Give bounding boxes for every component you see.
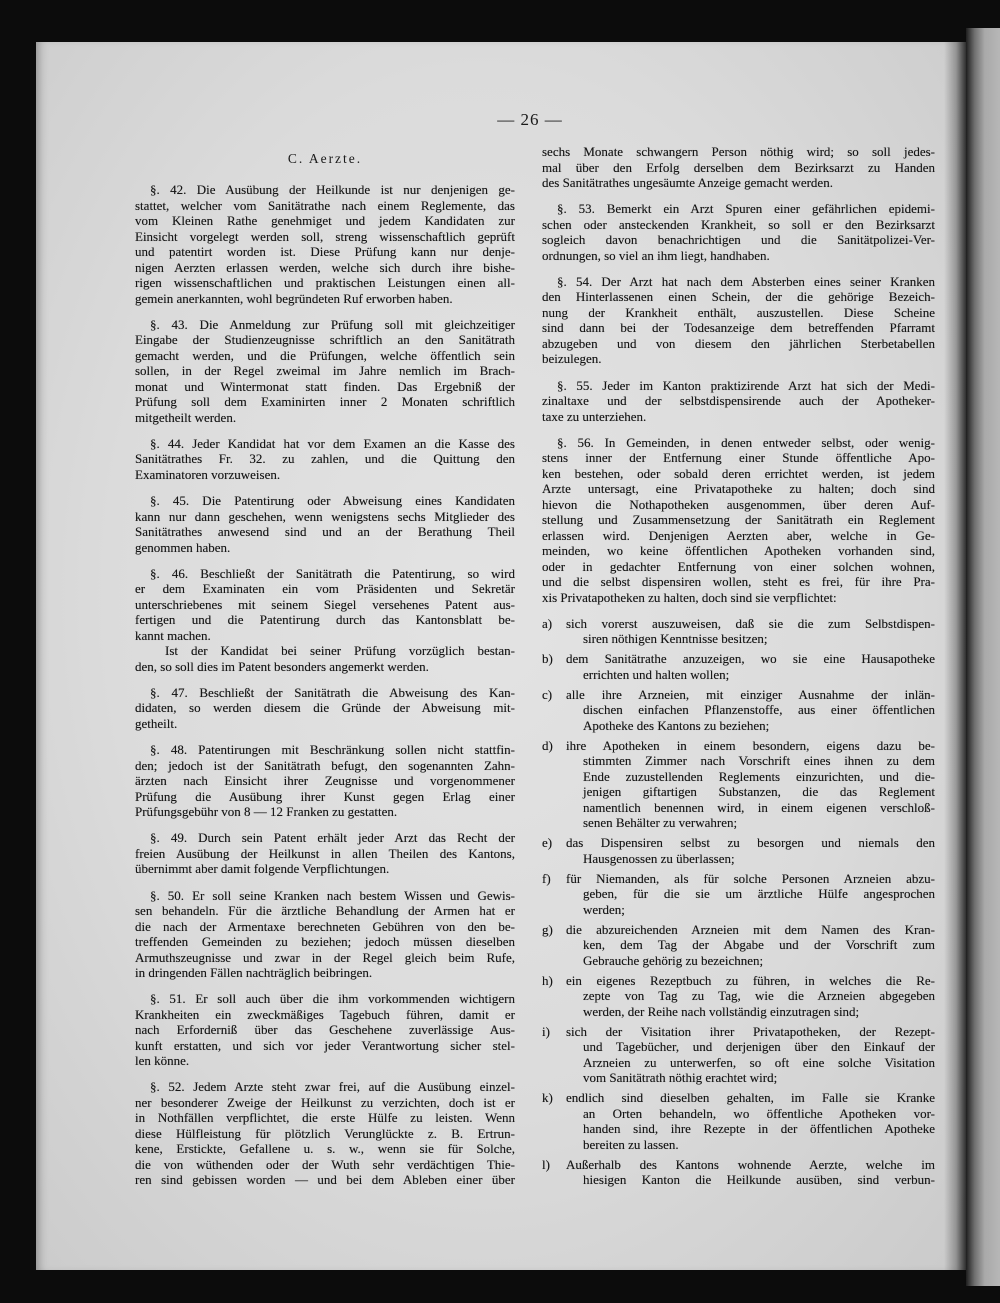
text-line xyxy=(542,871,935,887)
text-line: nigen Aerzten erlassen werden, welche sich durch ihre bishe- xyxy=(135,259,515,275)
list-item-text: endlich sind dieselben gehalten, im Falle sie Kranke xyxy=(566,1090,935,1106)
text-line: len könne. xyxy=(135,1053,190,1069)
text-line: diese Hülfleistung für plötzlich Verunglückte z. B. Ertrun- xyxy=(135,1125,515,1141)
text-line xyxy=(542,651,935,667)
text-line: abzugeben und von diesem den jährlichen Sterbetabellen xyxy=(542,335,935,351)
text-line: Prüfungsgebühr von 8 — 12 Franken zu gestatten. xyxy=(135,804,398,820)
text-line: Ende zuzustellenden Reglements einzurichten, und die- xyxy=(583,768,935,784)
paragraph xyxy=(542,274,935,367)
text-line: stimmten Zimmer nach Vorschrift eines ihnen zu dem xyxy=(583,753,935,769)
text-line xyxy=(542,616,935,632)
text-line: Arzte untersagt, eine Privatapotheke zu halten; doch sind xyxy=(542,481,935,497)
text-line: und die selbst dispensiren wollen, steht es frei, für ihre Pra- xyxy=(542,574,935,590)
text-line: kann nur dann geschehen, wenn wenigstens sechs Mitglieder des xyxy=(135,508,515,524)
text-line: schen oder ansteckenden Krankheit, so soll er den Bezirksarzt xyxy=(542,216,935,232)
text-line: Gebrauche gehörig zu bezeichnen; xyxy=(583,952,764,968)
paragraph xyxy=(135,1079,515,1188)
adjacent-page-edge xyxy=(966,28,1000,1286)
text-line: zinaltaxe und der selbstdispensirende auch der Apotheker- xyxy=(542,393,935,409)
list-item xyxy=(542,616,935,647)
list-item-label: i) xyxy=(542,1023,550,1039)
text-line: werden, der Reihe nach vollständig einzutragen sind; xyxy=(583,1003,860,1019)
text-line: ärzten nach Einsicht ihrer Zeugnisse und vorgenommener xyxy=(135,773,515,789)
paragraph xyxy=(135,742,515,820)
text-line: kunft erstatten, und sich vor jeder Verantwortung sicher stel- xyxy=(135,1037,515,1053)
paragraph xyxy=(135,643,515,674)
page-gutter-shadow xyxy=(944,42,966,1270)
text-line: vom Sanitätrath nöthig erachtet wird; xyxy=(583,1070,778,1086)
text-line: stattet, welcher vom Sanitätrathe nach einem Reglemente, das xyxy=(135,197,515,213)
paragraph xyxy=(135,830,515,877)
text-line: Hausgenossen zu überlassen; xyxy=(583,850,735,866)
text-line: ner besonderer Zweige der Heilkunst zu verzichten, doch ist er xyxy=(135,1094,515,1110)
list-item-text: für Niemanden, als für solche Personen Arzneien abzu- xyxy=(566,870,935,886)
text-line: §. 53. Bemerkt ein Arzt Spuren einer gefährlichen epidemi- xyxy=(557,201,935,217)
text-line: fertigen und die Patentirung durch das Kantonsblatt be- xyxy=(135,612,515,628)
text-line: Sanitätrathes anwesend sind und an der Berathung Theil xyxy=(135,524,515,540)
text-line: monat und Wintermonat statt finden. Das Ergebniß der xyxy=(135,378,515,394)
text-line: §. 52. Jedem Arzte steht zwar frei, auf die Ausübung einzel- xyxy=(150,1079,515,1095)
paragraph xyxy=(135,182,515,306)
text-line: didaten, so werden diesem die Gründe der Abweisung mit- xyxy=(135,700,515,716)
paragraph xyxy=(542,378,935,425)
text-line: §. 44. Jeder Kandidat hat vor dem Examen an die Kasse des xyxy=(150,435,515,451)
text-line: Einsicht vorgelegt werden soll, streng wissenschaftlich geprüft xyxy=(135,228,515,244)
list-item-label: c) xyxy=(542,686,553,702)
text-line xyxy=(542,1090,935,1106)
list-item xyxy=(542,738,935,831)
list-item-text: sich vorerst auszuweisen, daß sie die zum Selbstdispen- xyxy=(566,615,935,631)
text-line: mitgetheilt werden. xyxy=(135,409,237,425)
text-line: beizulegen. xyxy=(542,351,602,367)
text-line: sollen, in der Regel zweimal im Jahre nemlich im Brach- xyxy=(135,363,515,379)
paragraph xyxy=(135,685,515,732)
text-line: §. 42. Die Ausübung der Heilkunde ist nur denjenigen ge- xyxy=(150,182,515,197)
text-line xyxy=(542,738,935,754)
list-item xyxy=(542,922,935,969)
text-line xyxy=(542,1024,935,1040)
text-line: §. 43. Die Anmeldung zur Prüfung soll mit gleichzeitiger xyxy=(150,316,515,332)
list-item-label: b) xyxy=(542,651,553,667)
list-item xyxy=(542,1024,935,1086)
text-line: Krankheiten ein zweckmäßiges Tagebuch führen, damit er xyxy=(135,1006,515,1022)
text-line: getheilt. xyxy=(135,715,178,731)
text-line: Ist der Kandidat bei seiner Prüfung vorzüglich bestan- xyxy=(165,643,515,659)
text-line: des Sanitätrathes ungesäumte Anzeige gemacht werden. xyxy=(542,175,833,190)
text-line: treffenden Gemeinden zu beziehen; jedoch müssen dieselben xyxy=(135,934,515,949)
text-line: Sanitätrathes Fr. 32. zu zahlen, und die Quittung den xyxy=(135,451,515,467)
paragraph xyxy=(542,144,935,191)
text-line: den, so soll dies im Patent besonders angemerkt werden. xyxy=(135,658,429,674)
text-line: Armuthszeugnisse und zwar in der Regel gleich beim Rufe, xyxy=(135,949,515,965)
paragraph xyxy=(542,201,935,263)
text-line xyxy=(542,835,935,851)
text-line: xis Privatapotheken zu halten, doch sind sie verpflichtet: xyxy=(542,589,837,605)
text-line xyxy=(542,973,935,989)
text-line: vom Kleinen Rathe genehmiget und jedem Kandidaten zur xyxy=(135,213,515,228)
list-item-text: die abzureichenden Arzneien mit dem Namen des Kran- xyxy=(566,921,935,937)
text-line: Examinatoren vorzuweisen. xyxy=(135,466,281,482)
right-column xyxy=(542,144,935,1192)
list-item xyxy=(542,1090,935,1152)
text-line: §. 48. Patentirungen mit Beschränkung sollen nicht stattfin- xyxy=(150,742,515,758)
list-item-label: l) xyxy=(542,1156,550,1172)
text-line xyxy=(542,1157,935,1173)
text-line: geben, für die sie um ärztliche Hülfe angesprochen xyxy=(583,886,935,902)
paragraph xyxy=(135,888,515,981)
list-item xyxy=(542,871,935,918)
paragraph xyxy=(542,435,935,606)
text-line: §. 45. Die Patentirung oder Abweisung eines Kandidaten xyxy=(150,493,515,509)
list-item-label: d) xyxy=(542,737,553,753)
text-line: an Orten behandeln, wo öffentliche Apotheken vor- xyxy=(583,1105,935,1121)
paragraph xyxy=(135,493,515,555)
paragraph xyxy=(135,566,515,644)
paragraph xyxy=(135,317,515,426)
text-line: namentlich benennen wird, in einem eigenen verschloß- xyxy=(583,799,935,815)
text-line: übernimmt aber damit folgende Verpflichtungen. xyxy=(135,861,390,877)
text-line: erlassen wird. Denjenigen Aerzten aber, welche in Ge- xyxy=(542,527,935,543)
text-line: §. 55. Jeder im Kanton praktizirende Arzt hat sich der Medi- xyxy=(557,377,935,393)
text-line: Apotheke des Kantons zu beziehen; xyxy=(583,717,770,733)
section-title: C. Aerzte. xyxy=(287,151,363,166)
text-line: dischen einfachen Pflanzenstoffe, aus einer öffentlichen xyxy=(583,702,935,718)
list-item-label: e) xyxy=(542,835,553,851)
page-number: — 26 — xyxy=(497,110,563,129)
text-line: sechs Monate schwangern Person nöthig wird; so soll jedes- xyxy=(542,144,935,159)
text-line xyxy=(542,687,935,703)
text-line: genommen haben. xyxy=(135,539,231,555)
text-line: §. 49. Durch sein Patent erhält jeder Arzt das Recht der xyxy=(150,830,515,846)
text-line: senen Behälter zu verwahren; xyxy=(583,815,738,831)
text-line: in dringenden Fällen nachträglich beibringen. xyxy=(135,965,373,980)
text-line: §. 54. Der Arzt hat nach dem Absterben eines seiner Kranken xyxy=(557,273,935,289)
text-line: nung der Krankheit enthält, auszustellen. Diese Scheine xyxy=(542,304,935,320)
text-line: Eingabe der Studienzeugnisse schriftlich an den Sanitätrath xyxy=(135,332,515,348)
text-line: meinden, wo keine öffentlichen Apotheken vorhanden sind, xyxy=(542,543,935,559)
list-item xyxy=(542,1157,935,1188)
text-line: den Hinterlassenen einen Schein, der die gehörige Bezeich- xyxy=(542,289,935,305)
text-line: Arzneien zu unterwerfen, so oft eine solche Visitation xyxy=(583,1054,935,1070)
text-line xyxy=(542,922,935,938)
text-line: die von wüthenden oder der Wuth sehr verdächtigen Thie- xyxy=(135,1156,515,1172)
text-line: gemacht werden, und die Prüfungen, welche öffentlich sein xyxy=(135,347,515,363)
text-line: kene, Erstickte, Gefallene u. s. w., wenn sie für Solche, xyxy=(135,1141,515,1157)
list-item-text: Außerhalb des Kantons wohnende Aerzte, welche im xyxy=(566,1156,935,1172)
paragraph xyxy=(135,991,515,1069)
text-line: gemein anerkannten, wohl begründeten Ruf erworben haben. xyxy=(135,290,453,306)
list-item-label: a) xyxy=(542,615,553,631)
text-line: ken, dem Tag der Abgabe und der Vorschrift zum xyxy=(583,937,935,953)
text-line: taxe zu unterziehen. xyxy=(542,408,647,424)
list-item-text: alle ihre Arzneien, mit einziger Ausnahme der inlän- xyxy=(566,686,935,702)
list-item-text: ihre Apotheken in einem besondern, eigens dazu be- xyxy=(566,737,935,753)
list-item-label: f) xyxy=(542,870,551,886)
text-line: unterschriebenes mit seinem Siegel versehenes Patent aus- xyxy=(135,596,515,612)
text-line: sogleich davon benachrichtigen und die Sanitätpolizei-Ver- xyxy=(542,232,935,248)
text-line: siren nöthigen Kenntnisse besitzen; xyxy=(583,631,768,647)
text-line: und patentirt worden ist. Diese Prüfung kann nur denje- xyxy=(135,244,515,259)
text-line: mal über den Erfolg derselben dem Bezirksarzt zu Handen xyxy=(542,159,935,175)
text-line: hievon die Nothapotheken ausgenommen, über deren Auf- xyxy=(542,496,935,512)
list-item-text: ein eigenes Rezeptbuch zu führen, in welches die Re- xyxy=(566,972,935,988)
text-line: errichten und halten wollen; xyxy=(583,666,730,682)
paragraph xyxy=(135,436,515,483)
list-item-label: g) xyxy=(542,921,553,937)
text-line: §. 56. In Gemeinden, in denen entweder selbst, oder wenig- xyxy=(557,434,935,450)
text-line: §. 47. Beschließt der Sanitätrath die Abweisung des Kan- xyxy=(150,684,515,700)
text-line: freien Ausübung der Heilkunst in allen Theilen des Kantons, xyxy=(135,845,515,861)
text-line: nach Erforderniß über das Geschehene zuverlässige Aus- xyxy=(135,1022,515,1038)
list-item xyxy=(542,651,935,682)
text-line: Prüfung die Ausübung ihrer Kunst gegen Erlag einer xyxy=(135,788,515,804)
text-line: bereiten zu lassen. xyxy=(583,1136,679,1152)
text-line: und Tagebücher, und derjenigen über den Einkauf der xyxy=(583,1039,935,1055)
text-line: stens inner der Entfernung einer Stunde öffentliche Apo- xyxy=(542,450,935,466)
text-line: rigen wissenschaftlichen und praktischen Leistungen einen all- xyxy=(135,275,515,290)
text-line: in Nothfällen verpflichtet, die erste Hülfe zu leisten. Wenn xyxy=(135,1110,515,1126)
text-line: sind dann bei der Todesanzeige dem betreffenden Pfarramt xyxy=(542,320,935,336)
text-line: ren sind gebissen worden — und bei dem Ableben einer über xyxy=(135,1172,515,1188)
text-line: §. 50. Er soll seine Kranken nach bestem Wissen und Gewis- xyxy=(150,887,515,903)
text-line: er dem Examinaten ein vom Präsidenten und Sekretär xyxy=(135,581,515,597)
list-item-label: h) xyxy=(542,972,553,988)
list-item-text: sich der Visitation ihrer Privatapotheken, der Rezept- xyxy=(566,1023,935,1039)
text-line: den; jedoch ist der Sanitätrath befugt, den sogenannten Zahn- xyxy=(135,757,515,773)
text-line: Prüfung soll dem Examinirten inner 2 Monaten schriftlich xyxy=(135,394,515,410)
text-line: jenigen giftartigen Substanzen, die das Reglement xyxy=(583,784,935,800)
list-item-text: dem Sanitätrathe anzuzeigen, wo sie eine Hausapotheke xyxy=(566,651,935,667)
text-line: §. 46. Beschließt der Sanitätrath die Patentirung, so wird xyxy=(150,565,515,581)
list-item-label: k) xyxy=(542,1090,553,1106)
text-line: stellung und Zusammensetzung der Sanitätrath ein Reglement xyxy=(542,512,935,528)
text-line: zepte von Tag zu Tag, wie die Arzneien abgegeben xyxy=(583,988,935,1004)
text-line: §. 51. Er soll auch über die ihm vorkommenden wichtigern xyxy=(150,991,515,1007)
text-line: die nach der Armentaxe berechneten Gebühren von den be- xyxy=(135,918,515,934)
list-item xyxy=(542,687,935,734)
text-line: handen sind, ihre Rezepte in der öffentlichen Apotheke xyxy=(583,1121,935,1137)
text-line: ordnungen, so viel an ihm liegt, handhaben. xyxy=(542,247,770,263)
text-line: kannt machen. xyxy=(135,627,211,643)
text-line: oder in gedachter Entfernung von einer solchen wohnen, xyxy=(542,558,935,574)
left-column xyxy=(135,182,515,1199)
list-item-text: das Dispensiren selbst zu besorgen und niemals den xyxy=(566,835,935,851)
text-line: ken bestehen, oder sobald deren errichtet werden, ist jedem xyxy=(542,465,935,481)
list-item xyxy=(542,835,935,866)
text-line: sen behandeln. Für die ärztliche Behandlung der Armen hat er xyxy=(135,903,515,918)
text-line: werden; xyxy=(583,901,625,917)
text-line: hiesigen Kanton die Heilkunde ausüben, sind verbun- xyxy=(583,1172,935,1188)
list-item xyxy=(542,973,935,1020)
